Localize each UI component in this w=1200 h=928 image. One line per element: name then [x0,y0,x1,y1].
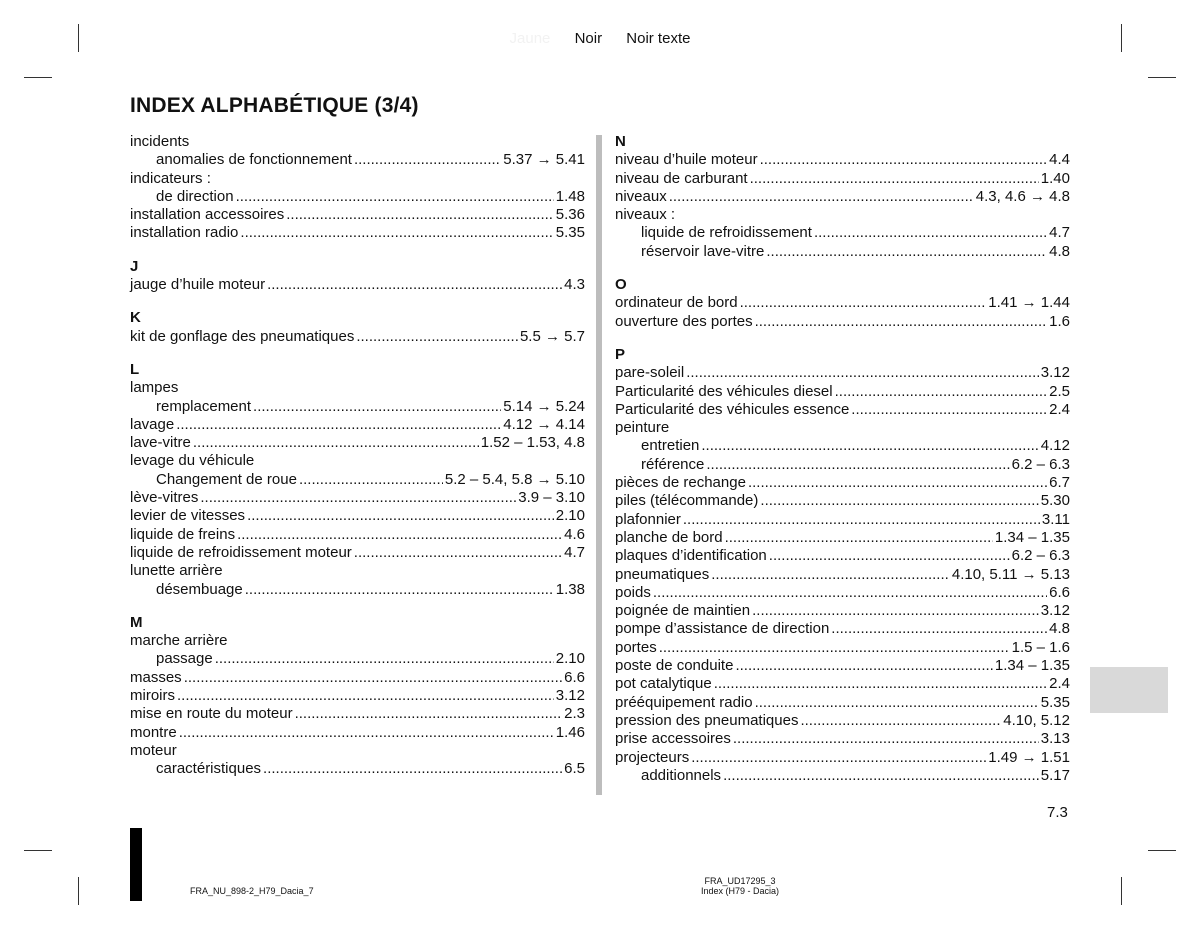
index-heading: marche arrière [130,632,228,650]
index-entry [615,657,1070,675]
index-subentry [615,437,1070,455]
leader-dots [752,602,1039,620]
footer-left: FRA_NU_898-2_H79_Dacia_7 [190,886,314,896]
entry-term: poids [615,583,651,601]
entry-page-ref: 3.9 – 3.10 [518,489,585,507]
entry-term: niveau de carburant [615,169,748,187]
entry-page-ref: 5.35 [1040,693,1070,711]
entry-page-ref: 2.5 [1049,382,1070,400]
leader-dots [723,767,1039,785]
entry-term: pot catalytique [615,675,712,693]
index-entry [130,276,585,294]
entry-term: niveaux [615,187,667,205]
leader-dots [706,456,1009,474]
entry-term: portes [615,638,657,656]
entry-page-ref: 2.4 [1049,400,1070,418]
index-letter: M [130,613,143,631]
index-entry [615,712,1070,730]
entry-page-ref: 4.6 [564,525,585,543]
entry-term: entretien [641,437,700,455]
column-divider [596,135,602,795]
index-entry [130,507,585,525]
entry-page-ref: 3.12 [1040,364,1070,382]
entry-page-ref: 1.38 [555,580,585,598]
page-title: INDEX ALPHABÉTIQUE (3/4) [130,94,419,117]
crop-mark [24,77,52,78]
entry-page-ref: 4.4 [1049,151,1070,169]
entry-term: pompe d’assistance de direction [615,620,830,638]
entry-page-ref: 4.7 [1049,224,1070,242]
entry-page-ref: 2.10 [555,650,585,668]
index-letter: J [130,257,139,275]
entry-page-ref: 1.41 → 1.44 [988,294,1070,312]
entry-term: pièces de rechange [615,474,746,492]
entry-page-ref: 4.10, 5.12 [1003,711,1070,729]
leader-dots [215,650,554,668]
leader-dots [193,434,479,452]
leader-dots [755,313,1048,331]
index-column-right [615,133,1070,785]
entry-term: liquide de freins [130,525,236,543]
leader-dots [835,383,1048,401]
entry-term: montre [130,723,177,741]
entry-term: installation accessoires [130,206,285,224]
entry-page-ref: 5.2 – 5.4, 5.8 → 5.10 [444,470,585,488]
print-color-marks [0,30,1200,47]
entry-term: planche de bord [615,528,723,546]
leader-dots [691,749,986,767]
leader-dots [851,401,1047,419]
leader-dots [659,639,1010,657]
leader-dots [733,730,1039,748]
leader-dots [800,712,1001,730]
entry-term: miroirs [130,687,175,705]
entry-term: réservoir lave-vitre [641,242,765,260]
entry-page-ref: 4.10, 5.11 → 5.13 [951,565,1070,583]
index-entry [615,188,1070,206]
index-heading: niveaux : [615,206,676,224]
index-subentry [615,456,1070,474]
entry-page-ref: 5.17 [1040,766,1070,784]
index-subentry [130,471,585,489]
entry-term: masses [130,668,182,686]
color-mark-noir-texte: Noir texte [626,30,691,47]
leader-dots [769,547,1010,565]
index-entry [615,602,1070,620]
leader-dots [686,364,1039,382]
leader-dots [814,224,1047,242]
index-entry [615,547,1070,565]
footer-center [600,876,880,896]
entry-term: pare-soleil [615,364,685,382]
entry-term: poste de conduite [615,657,734,675]
leader-dots [356,328,518,346]
index-subentry [615,224,1070,242]
index-entry [130,224,585,242]
index-heading: indicateurs : [130,169,211,187]
entry-term: désembuage [156,580,243,598]
index-entry [130,724,585,742]
entry-page-ref: 1.5 – 1.6 [1011,638,1070,656]
leader-dots [200,489,516,507]
page-number: 7.3 [1047,804,1068,821]
leader-dots [237,526,562,544]
entry-term: ordinateur de bord [615,294,738,312]
crop-mark [24,850,52,851]
leader-dots [683,511,1040,529]
leader-dots [725,529,993,547]
leader-dots [179,724,554,742]
index-entry [615,730,1070,748]
index-letter: L [130,360,140,378]
index-entry [615,151,1070,169]
index-entry [615,383,1070,401]
entry-term: projecteurs [615,748,690,766]
entry-term: Changement de roue [156,470,297,488]
entry-term: additionnels [641,766,722,784]
index-entry [130,705,585,723]
entry-term: installation radio [130,224,239,242]
index-subentry [615,767,1070,785]
entry-page-ref: 1.34 – 1.35 [994,657,1070,675]
entry-term: kit de gonflage des pneumatiques [130,327,355,345]
index-entry [615,401,1070,419]
index-subentry [130,650,585,668]
footer-center-line2: Index (H79 - Dacia) [700,886,780,896]
entry-term: lève-vitres [130,489,199,507]
index-letter: O [615,276,627,294]
entry-page-ref: 6.5 [564,760,585,778]
index-subentry [130,581,585,599]
index-entry [615,474,1070,492]
leader-dots [354,151,501,169]
index-heading: peinture [615,419,670,437]
entry-page-ref: 1.6 [1049,312,1070,330]
entry-term: prise accessoires [615,730,731,748]
entry-page-ref: 4.12 → 4.14 [503,415,585,433]
leader-dots [245,581,554,599]
index-entry [130,328,585,346]
leader-dots [760,492,1038,510]
index-heading: moteur [130,741,177,759]
entry-page-ref: 4.8 [1049,242,1070,260]
index-heading: lunette arrière [130,562,223,580]
entry-page-ref: 1.34 – 1.35 [994,528,1070,546]
leader-dots [263,760,562,778]
entry-term: jauge d’huile moteur [130,276,266,294]
entry-page-ref: 6.2 – 6.3 [1011,455,1070,473]
entry-page-ref: 4.3 [564,276,585,294]
entry-term: niveau d’huile moteur [615,151,758,169]
index-subentry [615,243,1070,261]
index-entry [130,434,585,452]
entry-term: caractéristiques [156,760,262,778]
leader-dots [766,243,1047,261]
index-entry [615,511,1070,529]
leader-dots [236,188,554,206]
index-entry [615,675,1070,693]
entry-term: plaques d’identification [615,547,767,565]
leader-dots [184,669,562,687]
entry-page-ref: 6.7 [1049,474,1070,492]
entry-page-ref: 3.12 [555,687,585,705]
entry-term: pression des pneumatiques [615,711,799,729]
leader-dots [760,151,1048,169]
entry-term: poignée de maintien [615,602,751,620]
entry-term: prééquipement radio [615,693,753,711]
color-mark-jaune: Jaune [509,30,551,47]
black-bar [130,828,142,901]
index-entry [615,492,1070,510]
entry-term: passage [156,650,213,668]
index-entry [615,566,1070,584]
crop-mark [78,877,79,905]
index-entry [615,364,1070,382]
index-entry [130,526,585,544]
leader-dots [748,474,1047,492]
index-heading: levage du véhicule [130,452,255,470]
entry-term: mise en route du moteur [130,705,293,723]
index-entry [615,639,1070,657]
entry-page-ref: 6.6 [564,668,585,686]
entry-page-ref: 4.12 [1040,437,1070,455]
index-letter: N [615,133,626,150]
entry-page-ref: 3.11 [1041,510,1070,528]
entry-page-ref: 3.13 [1040,730,1070,748]
index-entry [615,313,1070,331]
entry-term: piles (télécommande) [615,492,759,510]
leader-dots [240,224,553,242]
index-letter: K [130,309,141,327]
entry-term: lave-vitre [130,434,191,452]
entry-term: anomalies de fonctionnement [156,151,352,169]
leader-dots [295,705,563,723]
entry-page-ref: 5.35 [555,224,585,242]
leader-dots [286,206,554,224]
entry-term: Particularité des véhicules essence [615,400,850,418]
entry-page-ref: 5.5 → 5.7 [519,327,585,345]
entry-term: remplacement [156,397,252,415]
leader-dots [755,694,1039,712]
index-entry [130,416,585,434]
entry-term: levier de vitesses [130,507,246,525]
entry-page-ref: 6.6 [1049,583,1070,601]
index-subentry [130,151,585,169]
leader-dots [267,276,562,294]
entry-page-ref: 4.8 [1049,620,1070,638]
index-entry [130,206,585,224]
leader-dots [735,657,992,675]
index-entry [615,584,1070,602]
leader-dots [253,398,501,416]
leader-dots [176,416,501,434]
index-entry [130,489,585,507]
leader-dots [740,294,987,312]
footer-center-line1: FRA_UD17295_3 [704,876,776,886]
leader-dots [701,437,1038,455]
entry-term: lavage [130,415,175,433]
entry-page-ref: 2.3 [564,705,585,723]
index-entry [615,620,1070,638]
index-heading: lampes [130,379,179,397]
entry-page-ref: 1.52 – 1.53, 4.8 [480,434,585,452]
leader-dots [247,507,554,525]
entry-term: de direction [156,187,234,205]
entry-page-ref: 5.14 → 5.24 [503,397,585,415]
index-subentry [130,188,585,206]
entry-page-ref: 4.3, 4.6 → 4.8 [975,187,1070,205]
entry-page-ref: 1.49 → 1.51 [988,748,1070,766]
leader-dots [653,584,1047,602]
entry-page-ref: 2.10 [555,507,585,525]
color-mark-noir: Noir [574,30,603,47]
index-entry [130,669,585,687]
crop-mark [1148,850,1176,851]
entry-page-ref: 6.2 – 6.3 [1011,547,1070,565]
entry-page-ref: 1.40 [1040,169,1070,187]
entry-term: Particularité des véhicules diesel [615,382,833,400]
index-entry [615,694,1070,712]
entry-term: ouverture des portes [615,312,753,330]
index-entry [615,529,1070,547]
index-column-left [130,133,585,779]
index-entry [615,170,1070,188]
entry-term: plafonnier [615,510,681,528]
index-subentry [130,398,585,416]
index-heading: incidents [130,133,190,150]
leader-dots [669,188,974,206]
index-entry [615,749,1070,767]
entry-page-ref: 3.12 [1040,602,1070,620]
entry-page-ref: 1.46 [555,723,585,741]
crop-mark [1148,77,1176,78]
index-letter: P [615,345,626,363]
leader-dots [750,170,1039,188]
leader-dots [831,620,1047,638]
entry-term: pneumatiques [615,565,710,583]
entry-term: référence [641,455,705,473]
entry-page-ref: 2.4 [1049,675,1070,693]
entry-page-ref: 4.7 [564,543,585,561]
leader-dots [711,566,950,584]
chapter-tab [1090,667,1168,713]
index-entry [615,294,1070,312]
entry-page-ref: 1.48 [555,187,585,205]
leader-dots [714,675,1047,693]
index-subentry [130,760,585,778]
leader-dots [354,544,562,562]
entry-page-ref: 5.37 → 5.41 [503,151,585,169]
entry-page-ref: 5.30 [1040,492,1070,510]
leader-dots [299,471,443,489]
crop-mark [1121,877,1122,905]
entry-page-ref: 5.36 [555,206,585,224]
entry-term: liquide de refroidissement moteur [130,543,352,561]
entry-term: liquide de refroidissement [641,224,812,242]
index-entry [130,544,585,562]
index-entry [130,687,585,705]
leader-dots [177,687,554,705]
